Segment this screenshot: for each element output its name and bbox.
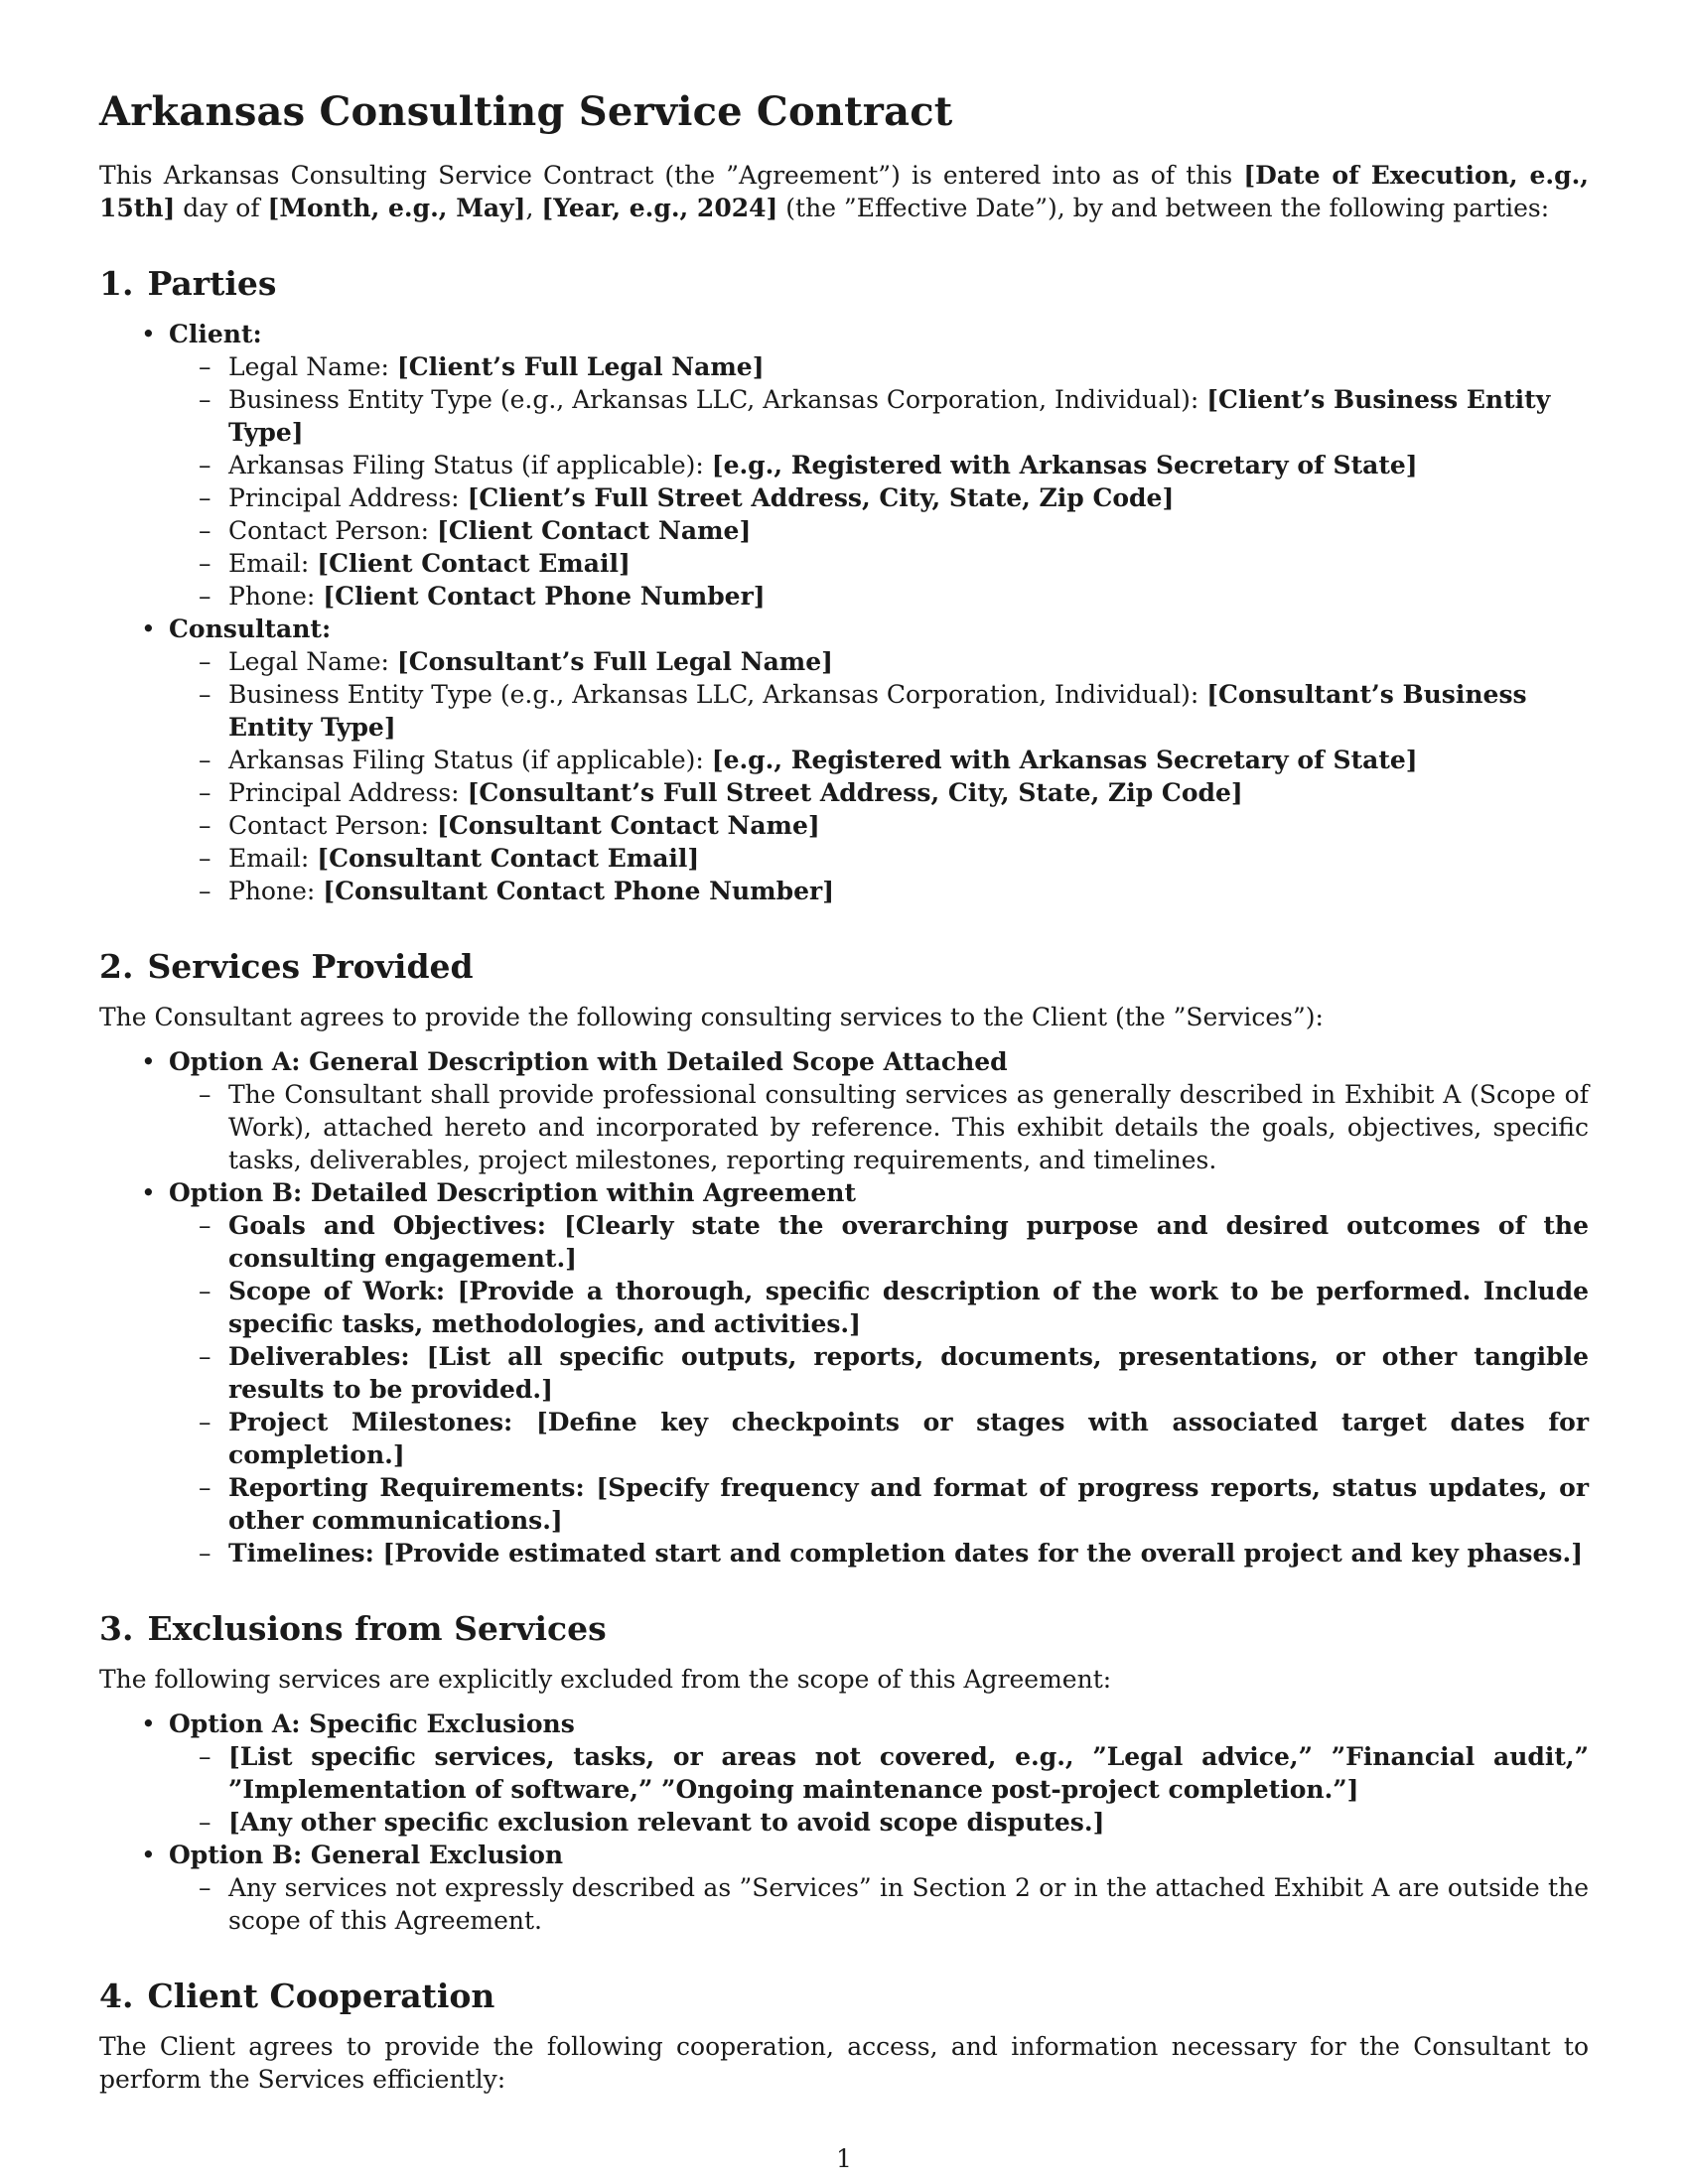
field-label: Phone: xyxy=(228,582,324,611)
section-number: 1. xyxy=(99,264,134,303)
field-label: Principal Address: xyxy=(228,483,468,512)
section-title: Exclusions from Services xyxy=(147,1609,607,1648)
section-number: 2. xyxy=(99,947,134,986)
month-placeholder: [Month, e.g., May] xyxy=(267,194,526,222)
section-number: 4. xyxy=(99,1977,134,2015)
date-placeholder: [Date of Execution, e.g., 15th] xyxy=(99,161,1589,222)
field-label: Email: xyxy=(228,549,318,578)
services-option-a xyxy=(169,1045,1589,1176)
option-a-text: – The Consultant shall provide professional consulting services as generally described in Exhibit A (Scope of Work), attached hereto and incorporated by reference. This exhibit details the goals, objectives, specific tasks, deliverables, project milestones, reporting requirements, and timelines. xyxy=(228,1078,1589,1176)
project-milestones xyxy=(228,1406,1589,1471)
option-b-details xyxy=(169,1871,1589,1937)
consultant-phone xyxy=(228,875,1589,907)
field-label: Project Milestones: xyxy=(228,1408,536,1436)
document-page xyxy=(99,87,1589,2096)
option-label: Option B: General Exclusion xyxy=(169,1841,564,1869)
field-placeholder: [Specify frequency and format of progress reports, status updates, or other communications.] xyxy=(228,1473,1589,1535)
field-placeholder: [Client’s Business Entity Type] xyxy=(228,385,1551,447)
client-contact-person xyxy=(228,514,1589,547)
field-label: Principal Address: xyxy=(228,778,468,807)
field-placeholder: [List specific services, tasks, or areas not covered, e.g., ”Legal advice,” ”Financial audit,” ”Implementation of software,” ”Ongoing maintenance post-project completion.”] xyxy=(228,1742,1589,1804)
field-label: Deliverables: xyxy=(228,1342,427,1371)
field-placeholder: [Provide estimated start and completion dates for the overall project and key phases.] xyxy=(382,1539,1584,1568)
field-label: Contact Person: xyxy=(228,516,438,545)
goals-objectives xyxy=(228,1209,1589,1275)
consultant-legal-name xyxy=(228,645,1589,678)
exclusions-intro: The following services are explicitly excluded from the scope of this Agreement: xyxy=(99,1665,1112,1694)
consultant-contact-person xyxy=(228,809,1589,842)
option-label: Option B: Detailed Description within Agreement xyxy=(169,1178,857,1207)
field-placeholder: [Client Contact Phone Number] xyxy=(323,582,766,611)
field-placeholder: [List all specific outputs, reports, documents, presentations, or other tangible results to be provided.] xyxy=(228,1342,1589,1404)
general-exclusion-text: – Any services not expressly described as ”Services” in Section 2 or in the attached Exhibit A are outside the scope of this Agreement. xyxy=(228,1871,1589,1937)
reporting-requirements xyxy=(228,1471,1589,1537)
field-placeholder: [Clearly state the overarching purpose and desired outcomes of the consulting engagement.] xyxy=(228,1211,1589,1273)
field-placeholder: [Any other specific exclusion relevant to avoid scope disputes.] xyxy=(228,1808,1105,1837)
field-placeholder: [Consultant Contact Email] xyxy=(317,844,700,873)
field-placeholder: [e.g., Registered with Arkansas Secretary of State] xyxy=(711,451,1418,479)
consultant-filing-status xyxy=(228,744,1589,776)
exclusions-options xyxy=(99,1707,1589,1937)
field-label: Scope of Work: xyxy=(228,1277,458,1305)
option-a-details xyxy=(169,1078,1589,1176)
field-label: Timelines: xyxy=(228,1539,383,1568)
option-label: Option A: Specific Exclusions xyxy=(169,1709,575,1738)
exclusions-option-a xyxy=(169,1707,1589,1839)
field-placeholder: [Client Contact Email] xyxy=(317,549,631,578)
field-placeholder: [Consultant’s Full Street Address, City, State, Zip Code] xyxy=(467,778,1243,807)
year-placeholder: [Year, e.g., 2024] xyxy=(541,194,778,222)
parties-list xyxy=(99,318,1589,907)
consultant-item xyxy=(169,613,1589,907)
section-heading-parties xyxy=(99,264,1589,304)
consultant-entity-type xyxy=(228,678,1589,744)
services-options xyxy=(99,1045,1589,1570)
consultant-address xyxy=(228,776,1589,809)
field-placeholder: [e.g., Registered with Arkansas Secretary of State] xyxy=(711,746,1418,774)
option-b-details xyxy=(169,1209,1589,1570)
field-placeholder: [Consultant Contact Name] xyxy=(437,811,820,840)
field-label: Business Entity Type (e.g., Arkansas LLC, Arkansas Corporation, Individual): xyxy=(228,385,1207,414)
field-label: Phone: xyxy=(228,877,324,905)
field-label: Reporting Requirements: xyxy=(228,1473,597,1502)
section-heading-services xyxy=(99,947,1589,987)
scope-of-work xyxy=(228,1275,1589,1340)
exclusions-option-b xyxy=(169,1839,1589,1937)
option-a-details xyxy=(169,1740,1589,1839)
page-number: 1 xyxy=(836,2144,852,2173)
field-label: Legal Name: xyxy=(228,647,397,676)
consultant-email xyxy=(228,842,1589,875)
field-placeholder: [Client’s Full Street Address, City, State, Zip Code] xyxy=(467,483,1175,512)
client-legal-name xyxy=(228,350,1589,383)
section-title: Parties xyxy=(147,264,277,303)
field-placeholder: [Define key checkpoints or stages with associated target dates for completion.] xyxy=(228,1408,1590,1469)
field-label: Business Entity Type (e.g., Arkansas LLC, Arkansas Corporation, Individual): xyxy=(228,680,1207,709)
field-placeholder: [Consultant’s Business Entity Type] xyxy=(228,680,1527,742)
field-placeholder: [Consultant Contact Phone Number] xyxy=(323,877,835,905)
exclusion-item xyxy=(228,1806,1589,1839)
field-placeholder: [Consultant’s Full Legal Name] xyxy=(396,647,833,676)
services-intro: The Consultant agrees to provide the following consulting services to the Client (the ”Services”): xyxy=(99,1003,1324,1031)
exclusion-item xyxy=(228,1740,1589,1806)
client-entity-type xyxy=(228,383,1589,449)
document-title: Arkansas Consulting Service Contract xyxy=(99,88,953,135)
field-label: Email: xyxy=(228,844,318,873)
field-placeholder: [Provide a thorough, specific description of the work to be performed. Include specific tasks, methodologies, and activities.] xyxy=(228,1277,1589,1338)
intro-text: (the ”Effective Date”), by and between the following parties: xyxy=(777,194,1550,222)
field-label: Goals and Objectives: xyxy=(228,1211,564,1240)
client-filing-status xyxy=(228,449,1589,481)
consultant-details xyxy=(169,645,1589,907)
client-email xyxy=(228,547,1589,580)
field-label: Arkansas Filing Status (if applicable): xyxy=(228,746,712,774)
services-option-b xyxy=(169,1176,1589,1570)
intro-text: , xyxy=(525,194,542,222)
intro-paragraph xyxy=(99,159,1589,224)
deliverables xyxy=(228,1340,1589,1406)
client-address xyxy=(228,481,1589,514)
field-label: Legal Name: xyxy=(228,352,397,381)
field-label: Contact Person: xyxy=(228,811,438,840)
timelines xyxy=(228,1537,1589,1570)
client-label: Client: xyxy=(169,320,262,348)
section-title: Services Provided xyxy=(147,947,474,986)
section-heading-cooperation xyxy=(99,1977,1589,2016)
cooperation-intro: The Client agrees to provide the following cooperation, access, and information necessary for the Consultant to perform the Services efficiently: xyxy=(99,2032,1589,2094)
client-details xyxy=(169,350,1589,613)
consultant-label: Consultant: xyxy=(169,614,332,643)
section-heading-exclusions xyxy=(99,1609,1589,1649)
option-label: Option A: General Description with Detailed Scope Attached xyxy=(169,1047,1008,1076)
field-placeholder: [Client’s Full Legal Name] xyxy=(396,352,765,381)
field-placeholder: [Client Contact Name] xyxy=(437,516,752,545)
client-phone xyxy=(228,580,1589,613)
section-title: Client Cooperation xyxy=(147,1977,495,2015)
section-number: 3. xyxy=(99,1609,134,1648)
intro-text: day of xyxy=(175,194,268,222)
intro-text: This Arkansas Consulting Service Contract (the ”Agreement”) is entered into as of this xyxy=(99,161,1244,190)
field-label: Arkansas Filing Status (if applicable): xyxy=(228,451,712,479)
client-item xyxy=(169,318,1589,613)
